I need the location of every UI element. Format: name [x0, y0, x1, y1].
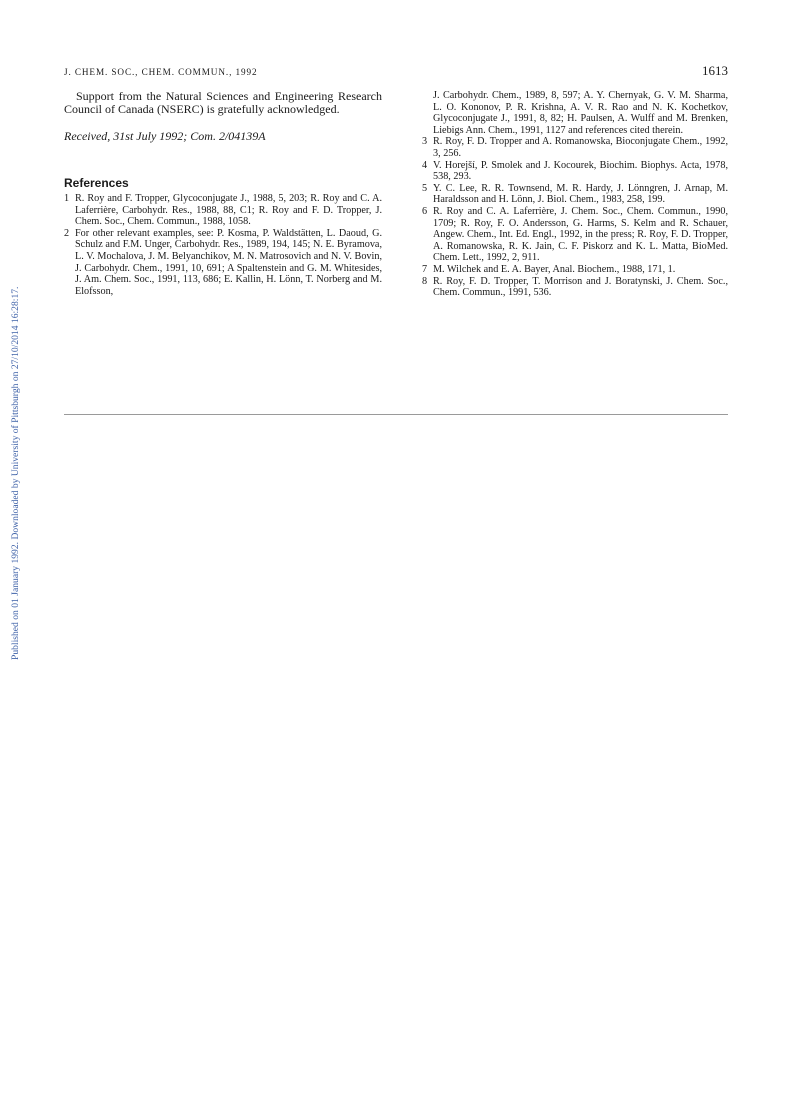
reference-item — [422, 136, 728, 159]
download-margin-note — [0, 0, 20, 690]
download-note-text: Published on 01 January 1992. Downloaded by University of Pittsburgh on 27/10/2014 16:28:17. — [10, 286, 21, 660]
reference-list-left — [64, 193, 382, 297]
left-column — [64, 90, 382, 297]
reference-text: For other relevant examples, see: P. Kosma, P. Waldstätten, L. Daoud, G. Schulz and F.M. Unger, Carbohydr. Res., 1989, 194, 145; N. E. Byramova, L. V. Mochalova, J. M. Belyanchikov, M. N. Matrosovich and N. V. Bovin, J. Carbohydr. Chem., 1991, 10, 691; A Spaltenstein and G. M. Whitesides, J. Am. Chem. Soc., 1991, 113, 686; E. Kallin, H. Lönn, T. Norberg and M. Elofsson, — [75, 227, 382, 297]
reference-number: 1 — [64, 193, 70, 204]
reference-number: 5 — [422, 182, 428, 194]
reference-number: 4 — [422, 159, 428, 171]
reference-text: R. Roy, F. D. Tropper and A. Romanowska, Bioconjugate Chem., 1992, 3, 256. — [433, 136, 728, 159]
reference-number: 6 — [422, 205, 428, 217]
reference-text: Y. C. Lee, R. R. Townsend, M. R. Hardy, J. Lönngren, J. Arnap, M. Haraldsson and H. Lönn, J. Biol. Chem., 1983, 258, 199. — [433, 182, 728, 206]
page-number: 1613 — [702, 63, 728, 78]
reference-text: R. Roy and C. A. Laferrière, J. Chem. Soc., Chem. Commun., 1990, 1709; R. Roy, F. O. Andersson, G. Harms, S. Kelm and R. Schauer, Angew. Chem., Int. Ed. Engl., 1992, in the press; R. Roy, F. D. Tropper, A. Romanowska, R. K. Jain, C. F. Piskorz and K. L. Matta, BioMed. Chem. Lett., 1992, 2, 911. — [433, 205, 728, 264]
reference-number: 2 — [64, 227, 70, 239]
reference-item — [422, 276, 728, 299]
references-heading: References — [64, 176, 129, 191]
reference-item — [422, 206, 728, 264]
reference-text: R. Roy and F. Tropper, Glycoconjugate J., 1988, 5, 203; R. Roy and C. A. Laferrière, Carbohydr. Res., 1988, 88, C1; R. Roy and F. D. Tropper, J. Chem. Soc., Chem. Commun., 1988, 1058. — [75, 193, 382, 228]
reference-text: V. Horejší, P. Smolek and J. Kocourek, Biochim. Biophys. Acta, 1978, 538, 293. — [433, 159, 728, 183]
footer-rule — [64, 414, 728, 415]
reference-number: 7 — [422, 263, 428, 275]
reference-item — [422, 183, 728, 206]
reference-item — [64, 228, 382, 298]
running-head: J. CHEM. SOC., CHEM. COMMUN., 1992 — [64, 67, 258, 77]
reference-number: 3 — [422, 136, 428, 148]
reference-item — [64, 193, 382, 228]
reference-text: M. Wilchek and E. A. Bayer, Anal. Biochem., 1988, 171, 1. — [433, 263, 676, 275]
reference-item — [422, 160, 728, 183]
reference-text: R. Roy, F. D. Tropper, T. Morrison and J. Boratynski, J. Chem. Soc., Chem. Commun., 1991, 536. — [433, 275, 728, 299]
right-column — [422, 90, 728, 299]
received-line: Received, 31st July 1992; Com. 2/04139A — [64, 128, 266, 143]
reference-item — [422, 264, 728, 276]
acknowledgement: Support from the Natural Sciences and Engineering Research Council of Canada (NSERC) is gratefully acknowledged. — [64, 89, 382, 117]
reference-continuation: J. Carbohydr. Chem., 1989, 8, 597; A. Y. Chernyak, G. V. M. Sharma, L. O. Kononov, P. R. Krishna, A. V. R. Rao and N. K. Kochetkov, Glycoconjugate J., 1991, 8, 82; H. Paulsen, A. Wulff and M. Brenken, Liebigs Ann. Chem., 1991, 1127 and references cited therein. — [433, 90, 728, 136]
reference-list-right — [422, 136, 728, 298]
reference-number: 8 — [422, 275, 428, 287]
